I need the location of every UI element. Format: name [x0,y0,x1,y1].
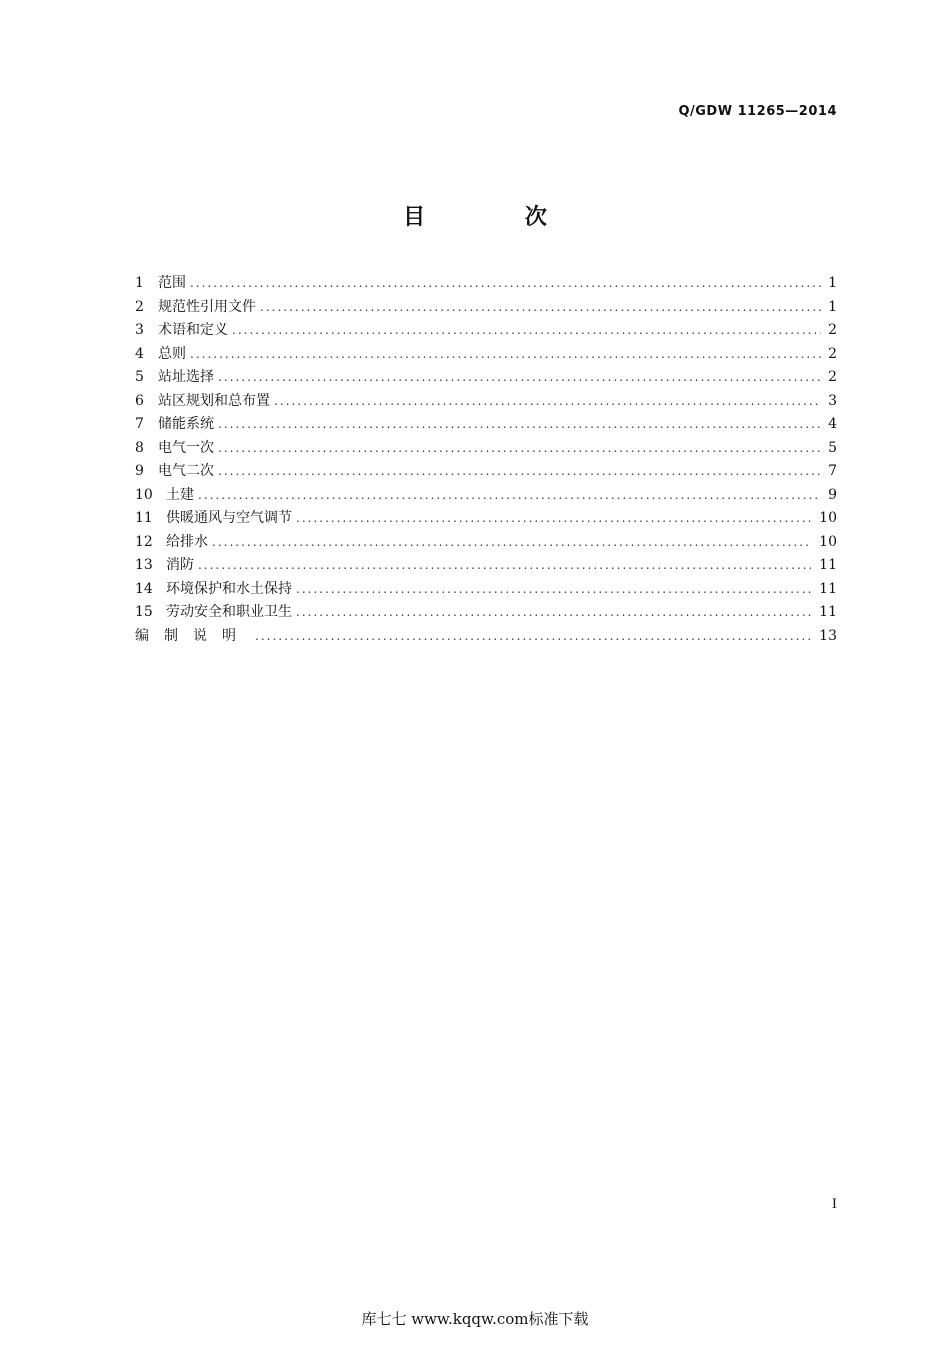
toc-leader-dots [190,272,821,296]
toc-entry-label: 给排水 [166,533,208,550]
toc-leader-dots [296,507,811,531]
toc-entry-page: 1 [828,298,837,315]
toc-entry[interactable] [135,343,837,367]
toc-entry[interactable] [135,390,837,414]
toc-entry-number: 5 [135,369,144,385]
footer-watermark: 库七七 www.kqqw.com标准下载 [361,1310,589,1328]
toc-entry-label: 劳动安全和职业卫生 [166,604,292,620]
toc-entry-label: 电气一次 [158,439,214,456]
toc-entry-page: 2 [828,322,837,338]
toc-leader-dots [255,625,811,649]
toc-entry-number: 1 [135,275,144,291]
toc-entry-page: 2 [828,345,837,362]
toc-entry[interactable] [135,531,837,555]
toc-entry-page: 1 [828,275,837,291]
toc-entry-label: 站区规划和总布置 [158,392,270,409]
toc-entry[interactable] [135,272,837,296]
toc-leader-dots [218,437,821,461]
table-of-contents [135,272,837,648]
toc-entry-number: 9 [135,463,144,479]
toc-entry-label: 土建 [166,486,194,503]
toc-leader-dots [198,484,821,508]
toc-leader-dots [232,319,821,343]
toc-entry-number: 7 [135,416,144,432]
toc-entry-page: 9 [828,486,837,503]
toc-entry-number: 14 [135,580,153,597]
toc-entry-number: 10 [135,486,153,503]
toc-entry-label: 编制说明 [135,627,251,644]
toc-leader-dots [212,531,811,555]
toc-leader-dots [296,578,811,602]
toc-leader-dots [218,366,821,390]
toc-entry[interactable] [135,601,837,625]
toc-entry-label: 供暖通风与空气调节 [166,510,292,526]
document-code: Q/GDW 11265—2014 [678,104,837,119]
toc-entry[interactable] [135,484,837,508]
toc-entry-label: 消防 [166,557,194,573]
toc-entry-number: 12 [135,533,153,550]
page-number: I [831,1197,837,1212]
toc-entry[interactable] [135,319,837,343]
toc-entry-label: 规范性引用文件 [158,298,256,315]
toc-entry-label: 电气二次 [158,463,214,479]
toc-entry-page: 10 [819,533,837,550]
toc-entry[interactable] [135,507,837,531]
toc-entry-label: 术语和定义 [158,322,228,338]
toc-entry[interactable] [135,413,837,437]
toc-entry[interactable] [135,625,837,649]
toc-entry-number: 4 [135,345,144,362]
toc-entry-label: 环境保护和水土保持 [166,580,292,597]
toc-leader-dots [218,460,821,484]
toc-entry-number: 15 [135,604,153,620]
toc-leader-dots [296,601,811,625]
toc-entry-label: 站址选择 [158,369,214,385]
toc-leader-dots [198,554,811,578]
toc-leader-dots [190,343,821,367]
toc-leader-dots [274,390,821,414]
toc-entry[interactable] [135,554,837,578]
toc-entry-label: 总则 [158,345,186,362]
toc-entry[interactable] [135,578,837,602]
toc-leader-dots [218,413,821,437]
toc-entry-page: 2 [828,369,837,385]
toc-entry-number: 2 [135,298,144,315]
toc-leader-dots [260,296,821,320]
toc-entry[interactable] [135,437,837,461]
page-title: 目 次 [403,205,593,230]
toc-entry-number: 6 [135,392,144,409]
toc-entry[interactable] [135,296,837,320]
toc-entry-page: 3 [828,392,837,409]
toc-entry-label: 范围 [158,275,186,291]
toc-entry[interactable] [135,366,837,390]
toc-entry-number: 13 [135,557,153,573]
toc-entry[interactable] [135,460,837,484]
toc-entry-number: 3 [135,322,144,338]
toc-entry-page: 10 [819,510,837,526]
toc-entry-page: 13 [819,627,837,644]
toc-entry-page: 11 [819,580,837,597]
toc-entry-page: 11 [819,604,837,620]
toc-entry-label: 储能系统 [158,416,214,432]
toc-entry-number: 8 [135,439,144,456]
toc-entry-page: 11 [819,557,837,573]
toc-entry-page: 7 [828,463,837,479]
toc-entry-page: 5 [828,439,837,456]
toc-entry-number: 11 [135,510,153,526]
toc-entry-page: 4 [828,416,837,432]
